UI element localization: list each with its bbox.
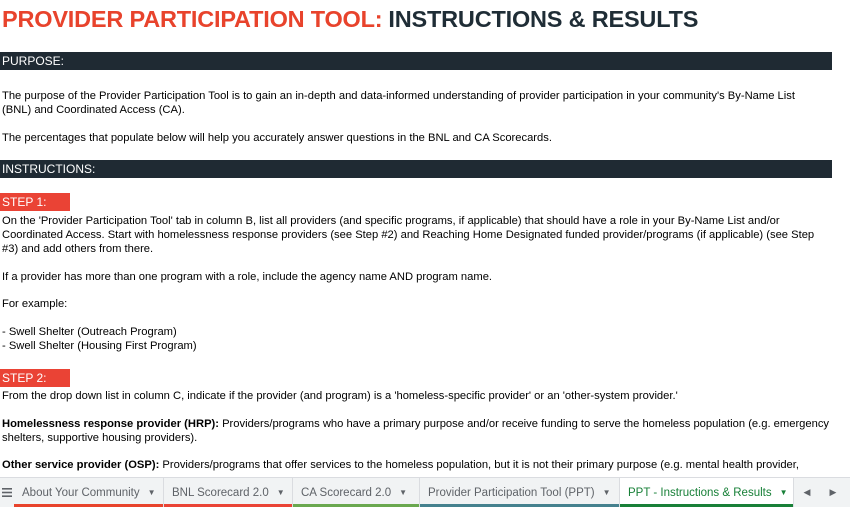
purpose-line1: The purpose of the Provider Participation Tool is to gain an in-depth and data-informed understanding of provider participation in your community's By-Name List — [2, 90, 795, 102]
osp-definition — [2, 458, 834, 472]
tab-label: PPT - Instructions & Results — [628, 486, 772, 499]
purpose-line3: The percentages that populate below will help you accurately answer questions in the BNL and CA Scorecards. — [2, 132, 552, 144]
step1-line4: If a provider has more than one program with a role, include the agency name AND program name. — [2, 271, 493, 283]
hrp-term: Homelessness response provider (HRP): — [2, 418, 219, 430]
all-sheets-button[interactable] — [0, 478, 14, 507]
step2-line1: From the drop down list in column C, indicate if the provider (and program) is a 'homeless-specific provider' or an 'other-system provider.' — [2, 390, 678, 402]
hrp-definition — [2, 417, 834, 431]
tab-label: Provider Participation Tool (PPT) — [428, 486, 595, 499]
tab-ppt-instructions-results[interactable] — [620, 478, 794, 507]
tab-label: About Your Community — [22, 486, 140, 499]
tab-about-your-community[interactable] — [14, 478, 164, 507]
step1-line5: For example: — [2, 298, 68, 310]
step1-line7: - Swell Shelter (Housing First Program) — [2, 340, 197, 352]
step2-label: STEP 2: — [0, 369, 70, 387]
hamburger-menu-icon — [2, 488, 12, 497]
step1-line1: On the 'Provider Participation Tool' tab in column B, list all providers (and specific programs, if applicable) that should have a role in your By-Name List and/or — [2, 215, 780, 227]
hrp-def: Providers/programs who have a primary purpose and/or receive funding to serve the homeless population (e.g. emergency — [218, 418, 830, 430]
tab-provider-participation-tool[interactable] — [420, 478, 620, 507]
step1-label: STEP 1: — [0, 193, 70, 211]
caret-down-icon[interactable]: ▼ — [779, 488, 788, 497]
title-part1: PROVIDER PARTICIPATION TOOL: — [2, 6, 383, 32]
step1-line6: - Swell Shelter (Outreach Program) — [2, 326, 177, 338]
tab-label: CA Scorecard 2.0 — [301, 486, 392, 499]
tab-bnl-scorecard[interactable] — [164, 478, 293, 507]
caret-down-icon[interactable]: ▼ — [276, 488, 285, 497]
tab-label: BNL Scorecard 2.0 — [172, 486, 269, 499]
title-part2: INSTRUCTIONS & RESULTS — [388, 6, 699, 32]
instructions-header: INSTRUCTIONS: — [0, 160, 832, 178]
arrow-left-icon: ◀ — [803, 487, 811, 497]
scroll-tabs-left-button[interactable] — [794, 478, 820, 507]
arrow-right-icon: ▶ — [829, 487, 837, 497]
step1-line3: #3) and add others from there. — [2, 243, 154, 255]
sheet-tab-bar — [0, 477, 850, 507]
step1-line2: Coordinated Access. Start with homelessness response providers (see Step #2) and Reaching Home Designated funded provider/programs (if applicable) (see Step — [2, 229, 815, 241]
tab-ca-scorecard[interactable] — [293, 478, 420, 507]
caret-down-icon[interactable]: ▼ — [399, 488, 408, 497]
hrp-line2: shelters, supportive housing providers). — [2, 432, 198, 444]
purpose-line2: (BNL) and Coordinated Access (CA). — [2, 104, 185, 116]
caret-down-icon[interactable]: ▼ — [147, 488, 156, 497]
osp-term: Other service provider (OSP): — [2, 459, 160, 471]
caret-down-icon[interactable]: ▼ — [602, 488, 611, 497]
purpose-header: PURPOSE: — [0, 52, 832, 70]
scroll-tabs-right-button[interactable] — [820, 478, 846, 507]
page-title — [2, 6, 698, 33]
osp-def: Providers/programs that offer services to the homeless population, but it is not their primary purpose (e.g. mental health provider, — [159, 459, 799, 471]
